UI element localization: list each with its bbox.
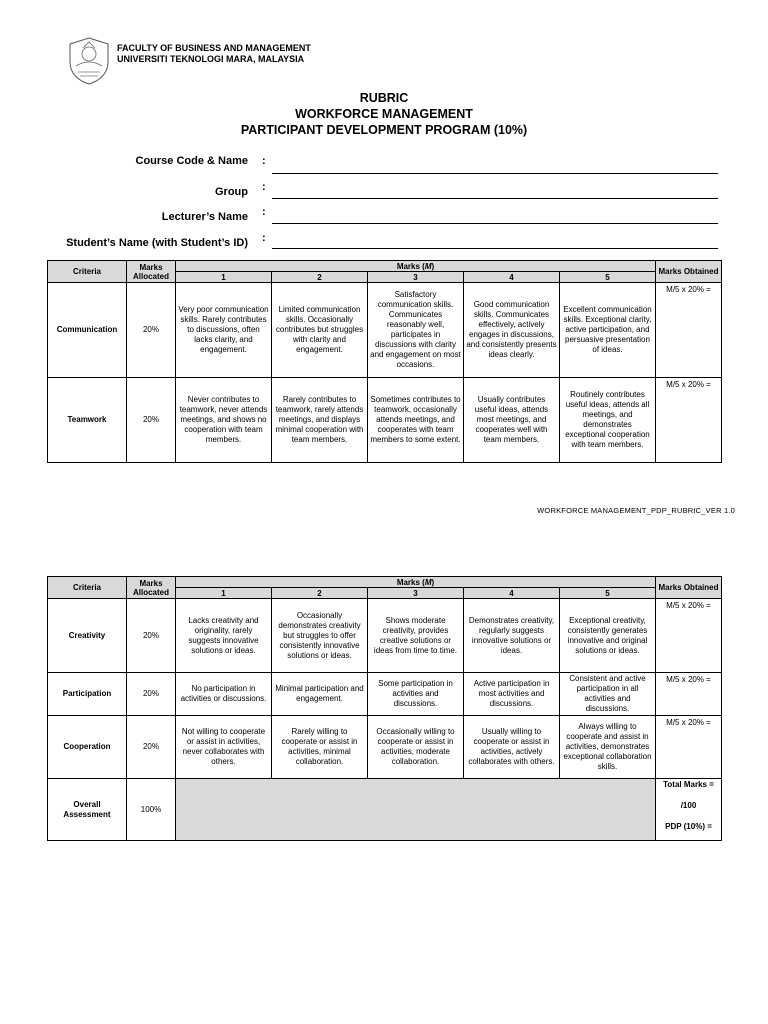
overall-total-cell[interactable]: [656, 779, 722, 841]
scale-5: 5: [560, 588, 656, 599]
table-row: [48, 378, 722, 463]
level-3-cell: Occasionally willing to cooperate or assist in activities, moderate collaboration.: [368, 716, 464, 779]
level-1-cell: Lacks creativity and originality, rarely suggests innovative solutions or ideas.: [176, 599, 272, 673]
table-row: [48, 599, 722, 673]
level-3-cell: Satisfactory communication skills. Communicates reasonably well, participates in discussions with clarity and engagement on most occasions.: [368, 283, 464, 378]
criteria-cell: Teamwork: [48, 378, 127, 463]
course-code-colon: :: [262, 155, 266, 167]
criteria-cell: Communication: [48, 283, 127, 378]
level-5-cell: Routinely contributes useful ideas, attends all meetings, and demonstrates exceptional cooperation with team members.: [560, 378, 656, 463]
level-2-cell: Occasionally demonstrates creativity but struggles to offer consistently innovative solutions or ideas.: [272, 599, 368, 673]
table-row: [48, 283, 722, 378]
course-code-field[interactable]: [272, 173, 718, 174]
table-header-row: [48, 577, 722, 588]
level-1-cell: Never contributes to teamwork, never attends meetings, and shows no cooperation with team members.: [176, 378, 272, 463]
marks-header-m: M: [424, 261, 432, 271]
lecturer-name-field[interactable]: [272, 223, 718, 224]
level-1-cell: Very poor communication skills. Rarely contributes to discussions, often lacks clarity, and engagement.: [176, 283, 272, 378]
level-5-cell: Always willing to cooperate and assist in activities, demonstrates exceptional collaboration skills.: [560, 716, 656, 779]
document-title: [0, 90, 768, 138]
title-line-1: RUBRIC: [359, 91, 409, 105]
marks-obtained-header: Marks Obtained: [656, 577, 722, 599]
scale-5: 5: [560, 272, 656, 283]
allocated-cell: 20%: [127, 716, 176, 779]
level-2-cell: Minimal participation and engagement.: [272, 673, 368, 716]
level-5-cell: Excellent communication skills. Exceptional clarity, active participation, and persuasive presentation of ideas.: [560, 283, 656, 378]
group-field[interactable]: [272, 198, 718, 199]
marks-header-m: M: [424, 577, 432, 587]
marks-allocated-header: Marks Allocated: [127, 261, 176, 283]
allocated-cell: 20%: [127, 673, 176, 716]
level-4-cell: Demonstrates creativity, regularly suggests innovative solutions or ideas.: [464, 599, 560, 673]
criteria-header: Criteria: [48, 577, 127, 599]
institution-header: [117, 43, 311, 65]
level-3-cell: Shows moderate creativity, provides creative solutions or ideas from time to time.: [368, 599, 464, 673]
group-colon: :: [262, 181, 266, 193]
level-3-cell: Some participation in activities and discussions.: [368, 673, 464, 716]
marks-m-header: [176, 577, 656, 588]
obtained-cell[interactable]: M/5 x 20% =: [656, 599, 722, 673]
marks-header-prefix: Marks (: [396, 261, 425, 271]
marks-header-suffix: ): [431, 261, 435, 271]
scale-4: 4: [464, 588, 560, 599]
level-1-cell: Not willing to cooperate or assist in activities, never collaborates with others.: [176, 716, 272, 779]
title-line-3: PARTICIPANT DEVELOPMENT PROGRAM (10%): [240, 123, 528, 137]
obtained-cell[interactable]: M/5 x 20% =: [656, 673, 722, 716]
rubric-table-2: [47, 576, 722, 841]
student-name-colon: :: [262, 232, 266, 244]
level-2-cell: Rarely contributes to teamwork, rarely attends meetings, and displays minimal cooperation with team members.: [272, 378, 368, 463]
student-name-field[interactable]: [272, 248, 718, 249]
total-marks-label: Total Marks =: [663, 780, 714, 789]
level-4-cell: Good communication skills. Communicates effectively, actively engages in discussions, and consistently presents ideas clearly.: [464, 283, 560, 378]
scale-2: 2: [272, 272, 368, 283]
marks-allocated-header: Marks Allocated: [127, 577, 176, 599]
table-row: [48, 716, 722, 779]
scale-1: 1: [176, 588, 272, 599]
marks-m-header: [176, 261, 656, 272]
table-header-row: [48, 261, 722, 272]
level-2-cell: Limited communication skills. Occasionally contributes but struggles with clarity and engagement.: [272, 283, 368, 378]
criteria-cell: Cooperation: [48, 716, 127, 779]
allocated-cell: 20%: [127, 283, 176, 378]
title-line-2: WORKFORCE MANAGEMENT: [295, 107, 473, 121]
level-1-cell: No participation in activities or discussions.: [176, 673, 272, 716]
criteria-cell: Participation: [48, 673, 127, 716]
obtained-cell[interactable]: M/5 x 20% =: [656, 283, 722, 378]
faculty-name: FACULTY OF BUSINESS AND MANAGEMENT: [117, 43, 311, 53]
overall-allocated-cell: 100%: [127, 779, 176, 841]
overall-shaded-area: [176, 779, 656, 841]
level-5-cell: Exceptional creativity, consistently generates innovative and original solutions or ideas.: [560, 599, 656, 673]
scale-4: 4: [464, 272, 560, 283]
total-out-of-label: /100: [680, 801, 697, 810]
university-name: UNIVERSITI TEKNOLOGI MARA, MALAYSIA: [117, 54, 305, 64]
scale-2: 2: [272, 588, 368, 599]
criteria-header: Criteria: [48, 261, 127, 283]
overall-criteria-cell: Overall Assessment: [48, 779, 127, 841]
scale-3: 3: [368, 588, 464, 599]
university-crest-logo: [66, 36, 112, 86]
table-row: [48, 673, 722, 716]
level-4-cell: Usually contributes useful ideas, attends most meetings, and cooperates well with team members.: [464, 378, 560, 463]
marks-obtained-header: Marks Obtained: [656, 261, 722, 283]
level-3-cell: Sometimes contributes to teamwork, occasionally attends meetings, and cooperates with team members to some extent.: [368, 378, 464, 463]
marks-header-suffix: ): [431, 577, 435, 587]
obtained-cell[interactable]: M/5 x 20% =: [656, 378, 722, 463]
level-4-cell: Usually willing to cooperate or assist in activities, actively collaborates with others.: [464, 716, 560, 779]
pdp-total-label: PDP (10%) =: [665, 822, 712, 831]
scale-3: 3: [368, 272, 464, 283]
allocated-cell: 20%: [127, 378, 176, 463]
scale-1: 1: [176, 272, 272, 283]
allocated-cell: 20%: [127, 599, 176, 673]
level-2-cell: Rarely willing to cooperate or assist in activities, minimal collaboration.: [272, 716, 368, 779]
overall-assessment-row: [48, 779, 722, 841]
criteria-cell: Creativity: [48, 599, 127, 673]
student-name-label: Student’s Name (with Student’s ID): [66, 237, 248, 249]
level-4-cell: Active participation in most activities and discussions.: [464, 673, 560, 716]
document-version-code: WORKFORCE MANAGEMENT_PDP_RUBRIC_VER 1.0: [537, 506, 735, 515]
lecturer-name-colon: :: [262, 206, 266, 218]
course-code-label: Course Code & Name: [135, 155, 248, 167]
lecturer-name-label: Lecturer’s Name: [161, 211, 248, 223]
rubric-table-1: [47, 260, 722, 463]
marks-header-prefix: Marks (: [396, 577, 425, 587]
obtained-cell[interactable]: M/5 x 20% =: [656, 716, 722, 779]
level-5-cell: Consistent and active participation in all activities and discussions.: [560, 673, 656, 716]
group-label: Group: [215, 186, 248, 198]
